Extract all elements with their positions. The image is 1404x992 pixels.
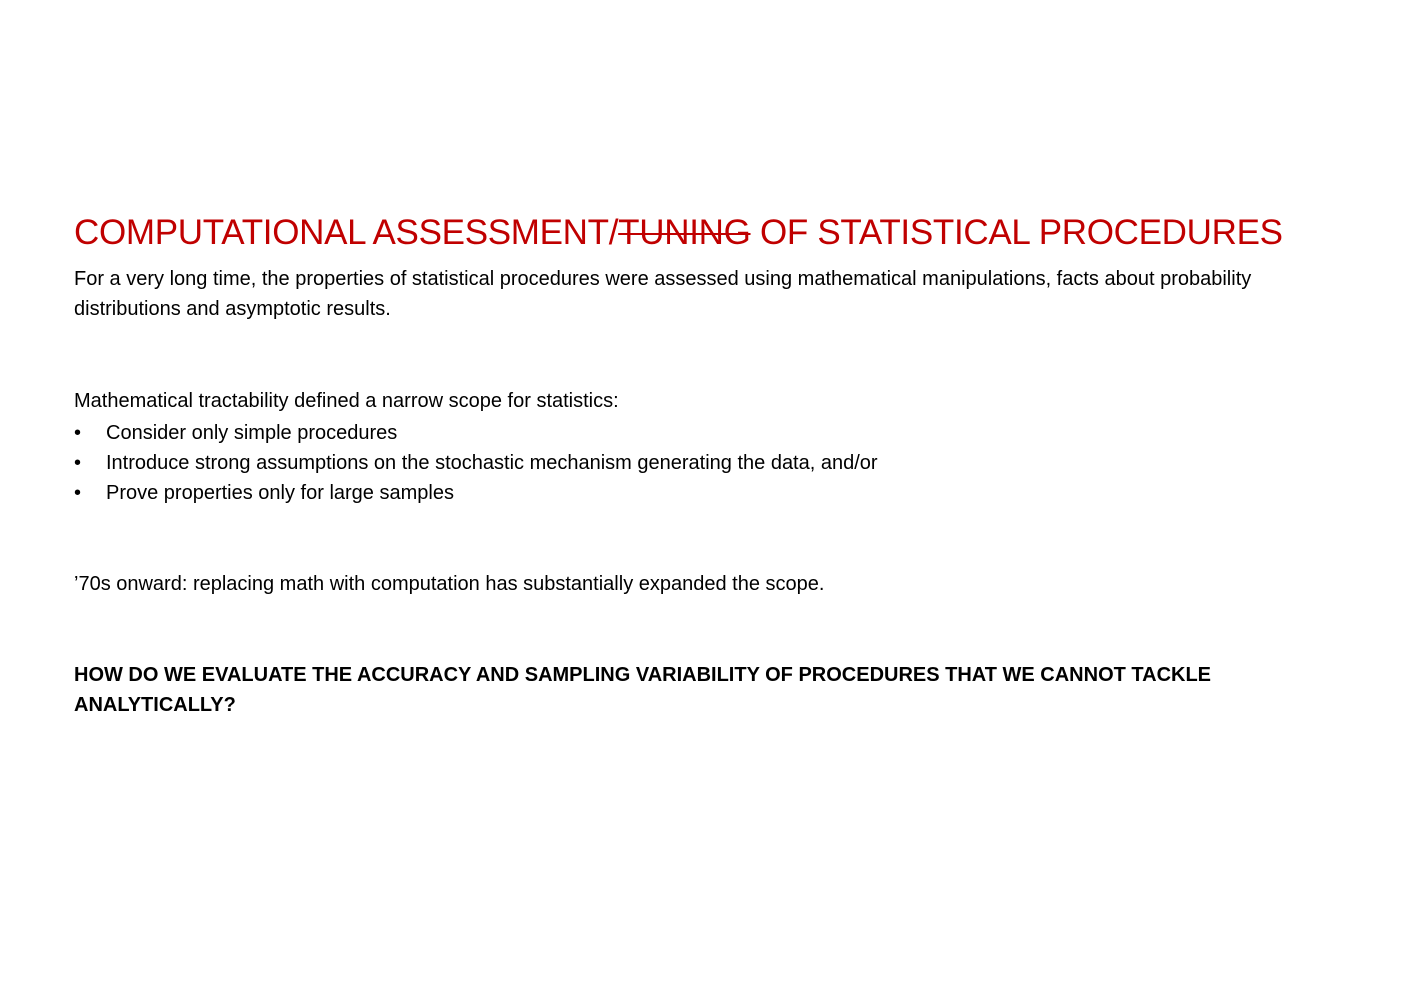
bullet-text: Consider only simple procedures: [106, 422, 398, 444]
bullet-list: [74, 418, 878, 508]
list-item: [74, 478, 878, 508]
key-question: HOW DO WE EVALUATE THE ACCURACY AND SAMPLING VARIABILITY OF PROCEDURES THAT WE CANNOT TACKLE ANALYTICALLY?: [74, 664, 1212, 716]
title-part-1: COMPUTATIONAL ASSESSMENT/: [74, 213, 619, 253]
slide-title: [74, 212, 1334, 254]
bullet-icon: •: [74, 482, 82, 504]
seventies-paragraph: ’70s onward: replacing math with computation has substantially expanded the scope.: [74, 573, 825, 595]
list-item: [74, 448, 878, 478]
list-item: [74, 418, 878, 448]
title-struck-word: TUNING: [618, 213, 751, 253]
tractability-lead: Mathematical tractability defined a narrow scope for statistics:: [74, 390, 619, 412]
title-part-2: OF STATISTICAL PROCEDURES: [750, 213, 1283, 253]
bullet-text: Prove properties only for large samples: [106, 482, 454, 504]
bullet-text: Introduce strong assumptions on the stochastic mechanism generating the data, and/or: [106, 452, 878, 474]
bullet-icon: •: [74, 452, 82, 474]
bullet-icon: •: [74, 422, 82, 444]
intro-paragraph: For a very long time, the properties of statistical procedures were assessed using mathematical manipulations, facts about probability distributions and asymptotic results.: [74, 268, 1252, 320]
